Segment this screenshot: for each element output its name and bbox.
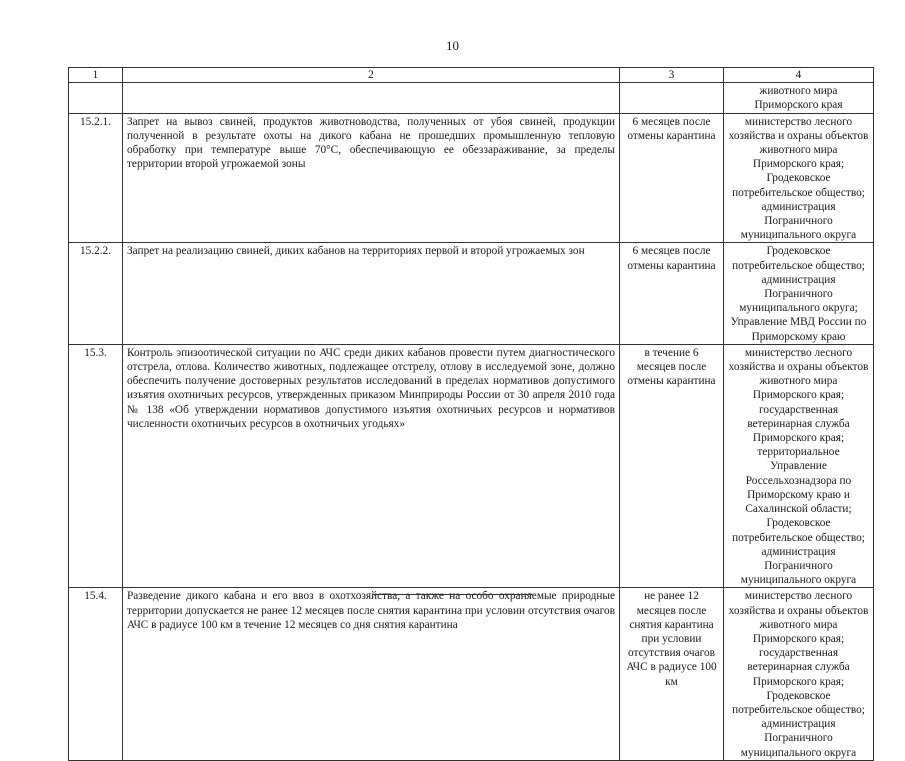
row-executor: министерство лесного хозяйства и охраны объектов животного мира Приморского края; государственная ветеринарная служба Приморского края; Гродековское потребительское общество; администрация Пограничного муниципального округа — [724, 588, 874, 760]
header-col-1: 1 — [69, 68, 123, 83]
row-measure: Запрет на вывоз свиней, продуктов животноводства, полученных от убоя свиней, продукции полученной в результате охоты на дикого кабана не прошедших промышленную тепловую обработку при температуре выше 70°С, обеспечивающую ее обеззараживание, за пределы территории второй угрожаемой зоны — [123, 113, 620, 243]
header-col-2: 2 — [123, 68, 620, 83]
row-measure: Контроль эпизоотической ситуации по АЧС среди диких кабанов провести путем диагностического отстрела, отлова. Количество животных, подлежащее отстрелу, отлову в исследуемой зоне, должно обеспечить получение достоверных результатов исследований в пределах нормативов допустимого изъятия охотничьих ресурсов, утвержденных приказом Минприроды России от 30 апреля 2010 года № 138 «Об утверждении нормативов допустимого изъятия охотничьих ресурсов и нормативов численности охотничьих ресурсов в охотничьих угодьях» — [123, 344, 620, 587]
row-number: 15.2.1. — [69, 113, 123, 243]
footer-divider — [373, 594, 533, 595]
row-measure: Разведение дикого кабана и его ввоз в охотхозяйства, а также на особо охраняемые природные территории допускается не ранее 12 месяцев после снятия карантина при условии отсутствия очагов АЧС в радиусе 100 км в течение 12 месяцев со дня снятия карантина — [123, 588, 620, 760]
continuation-row — [69, 83, 874, 113]
row-number: 15.4. — [69, 588, 123, 760]
row-executor: министерство лесного хозяйства и охраны объектов животного мира Приморского края; Гродековское потребительское общество; администрация Пограничного муниципального округа — [724, 113, 874, 243]
header-col-3: 3 — [620, 68, 724, 83]
header-col-4: 4 — [724, 68, 874, 83]
page-number: 10 — [446, 38, 459, 53]
row-term: 6 месяцев после отмены карантина — [620, 113, 724, 243]
measures-table — [68, 67, 874, 761]
table-row — [69, 588, 874, 760]
continuation-executor: животного мира Приморского края — [724, 83, 874, 113]
row-number: 15.3. — [69, 344, 123, 587]
row-measure: Запрет на реализацию свиней, диких кабанов на территориях первой и второй угрожаемых зон — [123, 243, 620, 344]
row-term: в течение 6 месяцев после отмены карантина — [620, 344, 724, 587]
row-executor: министерство лесного хозяйства и охраны объектов животного мира Приморского края; государственная ветеринарная служба Приморского края; территориальное Управление Россельхознадзора по Приморскому краю и Сахалинской области; Гродековское потребительское общество; администрация Пограничного муниципального округа — [724, 344, 874, 587]
table-header-row — [69, 68, 874, 83]
row-number: 15.2.2. — [69, 243, 123, 344]
table-row — [69, 243, 874, 344]
row-term: не ранее 12 месяцев после снятия карантина при условии отсутствия очагов АЧС в радиусе 100 км — [620, 588, 724, 760]
row-executor: Гродековское потребительское общество; администрация Пограничного муниципального округа; Управление МВД России по Приморскому краю — [724, 243, 874, 344]
row-term: 6 месяцев после отмены карантина — [620, 243, 724, 344]
table-row — [69, 113, 874, 243]
table-row — [69, 344, 874, 587]
